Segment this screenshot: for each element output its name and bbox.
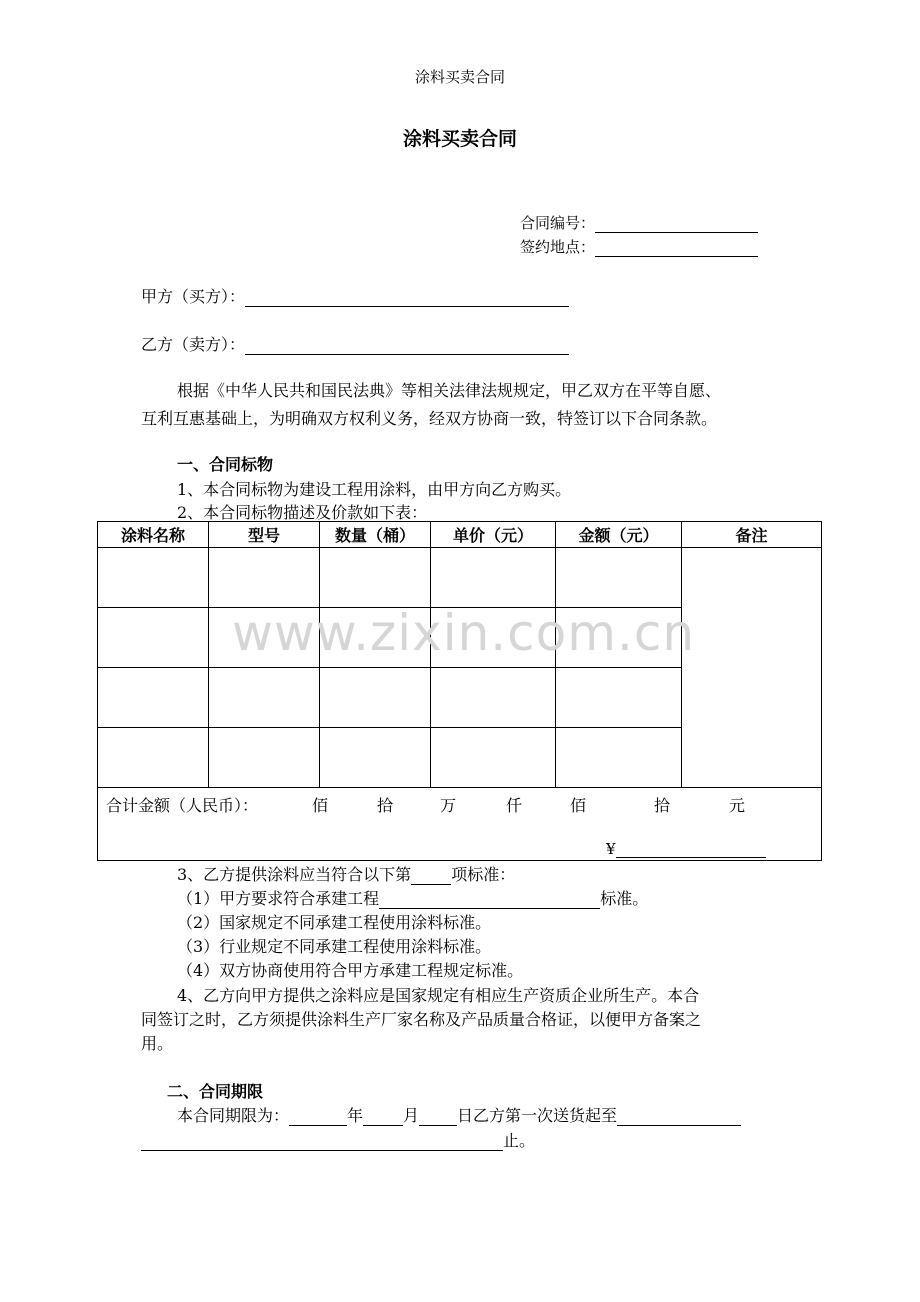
contract-number-row — [520, 212, 758, 233]
section-1-title: 一、合同标物 — [177, 455, 274, 474]
term-month-field[interactable] — [363, 1110, 403, 1126]
party-b-field[interactable] — [245, 339, 569, 355]
table-cell[interactable] — [98, 668, 209, 728]
option-1-suffix: 标准。 — [600, 889, 649, 908]
goods-table — [97, 521, 822, 861]
table-cell[interactable] — [98, 608, 209, 668]
table-cell[interactable] — [431, 608, 556, 668]
table-cell[interactable] — [556, 728, 682, 788]
option-1-prefix: （1）甲方要求符合承建工程 — [177, 889, 380, 908]
unit-bai: 佰 — [312, 796, 329, 815]
table-cell[interactable] — [320, 728, 431, 788]
table-cell[interactable] — [431, 668, 556, 728]
section-1-item-2: 2、本合同标物描述及价款如下表： — [177, 503, 428, 522]
col-amount: 金额（元） — [556, 522, 682, 548]
table-row — [98, 548, 822, 608]
signing-place-row — [520, 236, 758, 257]
watermark: www.zixin.com.cn — [232, 604, 696, 662]
total-row — [98, 788, 822, 861]
month-label: 月 — [403, 1106, 420, 1125]
party-a-row — [141, 284, 569, 307]
document-title: 涂料买卖合同 — [402, 128, 517, 150]
day-text: 日乙方第一次送货起至 — [457, 1106, 618, 1125]
intro-line-1: 根据《中华人民共和国民法典》等相关法律法规规定，甲乙双方在平等自愿、 — [177, 381, 722, 400]
term-prefix: 本合同期限为： — [177, 1106, 290, 1125]
table-cell[interactable] — [209, 608, 320, 668]
table-cell[interactable] — [320, 608, 431, 668]
table-cell[interactable] — [556, 548, 682, 608]
party-b-label: 乙方（卖方）： — [141, 335, 246, 354]
term-line — [177, 1103, 741, 1126]
intro-line-2: 互利互惠基础上，为明确双方权利义务，经双方协商一致，特签订以下合同条款。 — [141, 409, 718, 428]
table-cell[interactable] — [320, 548, 431, 608]
term-end-field-2[interactable] — [141, 1135, 503, 1151]
table-header-row — [98, 522, 822, 548]
term-day-field[interactable] — [419, 1110, 457, 1126]
table-cell[interactable] — [431, 728, 556, 788]
signing-place-field[interactable] — [595, 241, 758, 257]
contract-number-label: 合同编号： — [520, 214, 596, 232]
project-name-field[interactable] — [379, 893, 600, 909]
unit-shi: 拾 — [377, 796, 394, 815]
total-amount-cell[interactable] — [98, 788, 822, 861]
option-1 — [177, 886, 648, 909]
section-1-item-4-line-3: 用。 — [141, 1034, 174, 1053]
signing-place-label: 签约地点： — [520, 238, 596, 256]
col-paint-name: 涂料名称 — [98, 522, 209, 548]
party-a-field[interactable] — [245, 291, 569, 307]
year-label: 年 — [347, 1106, 364, 1125]
section-1-item-4-line-2: 同签订之时，乙方须提供涂料生产厂家名称及产品质量合格证，以便甲方备案之 — [141, 1010, 702, 1029]
table-cell[interactable] — [320, 668, 431, 728]
table-cell[interactable] — [209, 548, 320, 608]
term-end-line — [141, 1128, 535, 1151]
unit-yuan: 元 — [729, 796, 746, 815]
total-amount-label: 合计金额（人民币）： — [106, 796, 259, 815]
yen-amount-field[interactable] — [616, 842, 766, 858]
table-cell[interactable] — [431, 548, 556, 608]
term-end-field-1[interactable] — [617, 1110, 741, 1126]
yen-amount — [606, 840, 766, 858]
table-cell[interactable] — [209, 728, 320, 788]
unit-shi-2: 拾 — [654, 796, 671, 815]
option-4: （4）双方协商使用符合甲方承建工程规定标准。 — [177, 961, 524, 980]
section-1-item-3 — [177, 862, 515, 885]
table-cell[interactable] — [556, 608, 682, 668]
party-b-row — [141, 332, 569, 355]
term-year-field[interactable] — [289, 1110, 347, 1126]
remarks-cell[interactable] — [682, 548, 822, 788]
running-header: 涂料买卖合同 — [414, 68, 505, 86]
section-1-item-4-line-1: 4、乙方向甲方提供之涂料应是国家规定有相应生产资质企业所生产。本合 — [177, 986, 700, 1005]
section-1-item-1: 1、本合同标物为建设工程用涂料，由甲方向乙方购买。 — [177, 480, 572, 499]
table-cell[interactable] — [556, 668, 682, 728]
col-model: 型号 — [209, 522, 320, 548]
col-unit-price: 单价（元） — [431, 522, 556, 548]
standard-number-field[interactable] — [411, 869, 451, 885]
contract-number-field[interactable] — [595, 217, 758, 233]
option-2: （2）国家规定不同承建工程使用涂料标准。 — [177, 913, 492, 932]
unit-wan: 万 — [440, 796, 457, 815]
term-end-text: 止。 — [503, 1131, 536, 1150]
item-3-prefix: 3、乙方提供涂料应当符合以下第 — [177, 865, 412, 884]
table-cell[interactable] — [98, 548, 209, 608]
option-3: （3）行业规定不同承建工程使用涂料标准。 — [177, 937, 492, 956]
unit-bai-2: 佰 — [570, 796, 587, 815]
table-cell[interactable] — [98, 728, 209, 788]
section-2-title: 二、合同期限 — [167, 1082, 264, 1101]
item-3-suffix: 项标准： — [451, 865, 516, 884]
yen-symbol: ¥ — [606, 840, 616, 858]
table-cell[interactable] — [209, 668, 320, 728]
unit-qian: 仟 — [506, 796, 523, 815]
party-a-label: 甲方（买方）： — [141, 287, 246, 306]
col-remarks: 备注 — [682, 522, 822, 548]
col-quantity: 数量（桶） — [320, 522, 431, 548]
